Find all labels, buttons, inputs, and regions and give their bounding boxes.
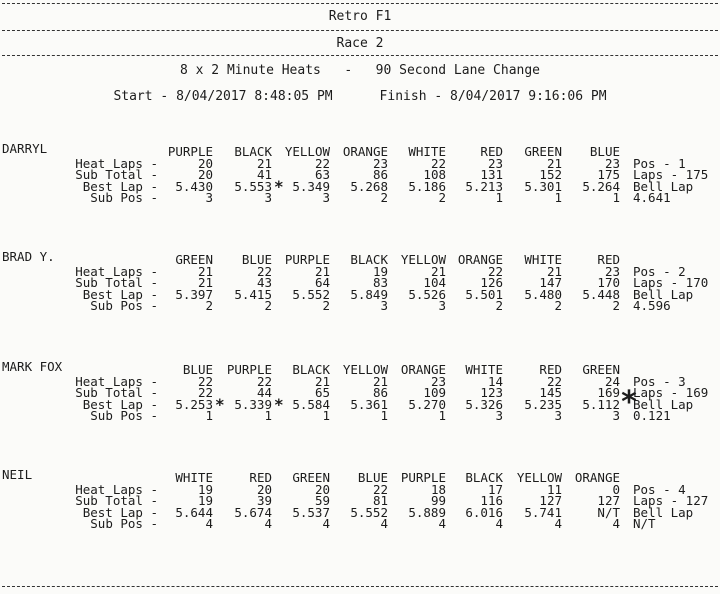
lane-header: BLACK bbox=[234, 144, 272, 159]
best-lap-cell: 5.339 bbox=[234, 396, 272, 412]
sub-total-cell: 21 bbox=[197, 275, 213, 290]
summary-line: 0.121 bbox=[633, 408, 671, 423]
row-label: Sub Total - bbox=[75, 275, 158, 290]
sub-pos-cell: 4 bbox=[322, 516, 330, 531]
summary-line: Pos - 4 bbox=[633, 481, 686, 497]
heat-laps-cell: 14 bbox=[487, 373, 503, 389]
row-label: Sub Total - bbox=[75, 493, 158, 508]
heat-laps-cell: 21 bbox=[372, 373, 388, 389]
best-lap-cell: 5.326 bbox=[465, 396, 503, 412]
sub-pos-cell: 1 bbox=[322, 408, 330, 423]
lane-header: ORANGE bbox=[457, 252, 503, 267]
heat-laps-cell: 11 bbox=[546, 481, 562, 497]
lane-header: GREEN bbox=[582, 362, 620, 377]
lane-header: RED bbox=[539, 362, 562, 377]
divider-title bbox=[2, 30, 718, 31]
heat-laps-cell: 23 bbox=[487, 155, 503, 171]
row-label: Best Lap - bbox=[82, 396, 158, 412]
sub-total-cell: 63 bbox=[314, 167, 330, 182]
best-lap-cell: 5.349 bbox=[292, 178, 330, 194]
heat-laps-cell: 23 bbox=[604, 263, 620, 279]
sub-total-cell: 44 bbox=[256, 385, 272, 400]
heat-laps-cell: 24 bbox=[604, 373, 620, 389]
lane-header: YELLOW bbox=[400, 252, 446, 267]
heat-laps-cell: 20 bbox=[197, 155, 213, 171]
summary-line: Bell Lap bbox=[633, 504, 694, 520]
lane-header: WHITE bbox=[408, 144, 446, 159]
summary-line: Bell Lap bbox=[633, 396, 694, 412]
row-label: Heat Laps - bbox=[75, 263, 158, 279]
best-lap-cell: 5.552 bbox=[350, 504, 388, 520]
racer-name: BRAD Y. bbox=[2, 249, 55, 264]
best-lap-cell: 5.849 bbox=[350, 286, 388, 302]
sub-total-cell: 127 bbox=[539, 493, 562, 508]
lane-header: GREEN bbox=[524, 144, 562, 159]
best-lap-cell: 5.213 bbox=[465, 178, 503, 194]
best-lap-cell: 5.430 bbox=[175, 178, 213, 194]
sub-total-cell: 109 bbox=[423, 385, 446, 400]
lane-header: ORANGE bbox=[400, 362, 446, 377]
lane-header: YELLOW bbox=[516, 470, 562, 485]
heat-laps-cell: 23 bbox=[372, 155, 388, 171]
sub-total-cell: 19 bbox=[197, 493, 213, 508]
best-lap-cell: 5.264 bbox=[582, 178, 620, 194]
row-label: Heat Laps - bbox=[75, 155, 158, 171]
heat-laps-cell: 22 bbox=[256, 263, 272, 279]
heat-laps-cell: 23 bbox=[430, 373, 446, 389]
sub-pos-cell: 3 bbox=[554, 408, 562, 423]
lane-header: BLACK bbox=[465, 470, 503, 485]
best-lap-cell: 5.186 bbox=[408, 178, 446, 194]
sub-pos-cell: 3 bbox=[205, 190, 213, 205]
sub-pos-cell: 4 bbox=[438, 516, 446, 531]
heat-laps-cell: 22 bbox=[430, 155, 446, 171]
sub-pos-cell: 1 bbox=[495, 190, 503, 205]
row-label: Sub Total - bbox=[75, 167, 158, 182]
row-label: Heat Laps - bbox=[75, 481, 158, 497]
heat-laps-cell: 21 bbox=[256, 155, 272, 171]
lane-header: YELLOW bbox=[342, 362, 388, 377]
racer-name: NEIL bbox=[2, 467, 33, 482]
racer-name: MARK FOX bbox=[2, 359, 63, 374]
heat-laps-cell: 0 bbox=[612, 481, 620, 497]
sub-total-cell: 59 bbox=[314, 493, 330, 508]
sub-pos-cell: 4 bbox=[380, 516, 388, 531]
best-lap-cell: 5.268 bbox=[350, 178, 388, 194]
best-lap-cell: 5.253 bbox=[175, 396, 213, 412]
heat-laps-cell: 20 bbox=[314, 481, 330, 497]
sub-total-cell: 175 bbox=[597, 167, 620, 182]
sub-total-cell: 126 bbox=[480, 275, 503, 290]
divider-bottom bbox=[2, 586, 718, 587]
best-lap-cell: 5.526 bbox=[408, 286, 446, 302]
best-lap-cell: 5.361 bbox=[350, 396, 388, 412]
row-label: Sub Pos - bbox=[90, 516, 158, 531]
sub-total-cell: 86 bbox=[372, 167, 388, 182]
heat-laps-cell: 22 bbox=[314, 155, 330, 171]
sub-pos-cell: 4 bbox=[554, 516, 562, 531]
lane-header: ORANGE bbox=[342, 144, 388, 159]
row-label: Sub Pos - bbox=[90, 190, 158, 205]
divider-race bbox=[2, 55, 718, 56]
best-lap-asterisk: * bbox=[274, 394, 284, 414]
lane-header: PURPLE bbox=[284, 252, 330, 267]
lane-header: WHITE bbox=[465, 362, 503, 377]
sub-total-cell: 108 bbox=[423, 167, 446, 182]
lane-header: GREEN bbox=[292, 470, 330, 485]
sub-pos-cell: 1 bbox=[380, 408, 388, 423]
best-lap-cell: 5.480 bbox=[524, 286, 562, 302]
sub-pos-cell: 2 bbox=[322, 298, 330, 313]
heat-laps-cell: 22 bbox=[197, 373, 213, 389]
divider-top bbox=[2, 3, 718, 4]
lane-header: RED bbox=[597, 252, 620, 267]
heat-laps-cell: 18 bbox=[430, 481, 446, 497]
lane-header: PURPLE bbox=[400, 470, 446, 485]
sub-total-cell: 131 bbox=[480, 167, 503, 182]
summary-line: Laps - 169 bbox=[633, 385, 709, 400]
summary-line: Pos - 2 bbox=[633, 263, 686, 279]
summary-line: Pos - 1 bbox=[633, 155, 686, 171]
best-lap-cell: 5.644 bbox=[175, 504, 213, 520]
heat-laps-cell: 23 bbox=[604, 155, 620, 171]
sub-total-cell: 104 bbox=[423, 275, 446, 290]
lane-header: BLACK bbox=[350, 252, 388, 267]
sub-pos-cell: 2 bbox=[205, 298, 213, 313]
lane-header: ORANGE bbox=[574, 470, 620, 485]
sub-pos-cell: 3 bbox=[495, 408, 503, 423]
sub-total-cell: 127 bbox=[597, 493, 620, 508]
sub-pos-cell: 3 bbox=[612, 408, 620, 423]
sub-total-cell: 116 bbox=[480, 493, 503, 508]
sub-pos-cell: 1 bbox=[205, 408, 213, 423]
best-lap-cell: 6.016 bbox=[465, 504, 503, 520]
lane-header: GREEN bbox=[175, 252, 213, 267]
heat-laps-cell: 19 bbox=[372, 263, 388, 279]
sub-pos-cell: 2 bbox=[438, 190, 446, 205]
lane-header: BLUE bbox=[589, 144, 620, 159]
sub-total-cell: 20 bbox=[197, 167, 213, 182]
best-lap-cell: 5.235 bbox=[524, 396, 562, 412]
heat-laps-cell: 21 bbox=[546, 155, 562, 171]
sub-total-cell: 169 bbox=[597, 385, 620, 400]
sub-total-cell: 43 bbox=[256, 275, 272, 290]
summary-line: Laps - 127 bbox=[633, 493, 709, 508]
lane-header: RED bbox=[480, 144, 503, 159]
lane-header: WHITE bbox=[175, 470, 213, 485]
row-label: Best Lap - bbox=[82, 286, 158, 302]
race-format: 8 x 2 Minute Heats - 90 Second Lane Change bbox=[179, 63, 541, 78]
heat-laps-cell: 21 bbox=[314, 373, 330, 389]
sub-pos-cell: 2 bbox=[554, 298, 562, 313]
best-lap-cell: 5.501 bbox=[465, 286, 503, 302]
sub-total-cell: 64 bbox=[314, 275, 330, 290]
sub-total-cell: 170 bbox=[597, 275, 620, 290]
row-label: Sub Pos - bbox=[90, 408, 158, 423]
best-lap-cell: 5.741 bbox=[524, 504, 562, 520]
sub-pos-cell: 4 bbox=[612, 516, 620, 531]
row-label: Sub Pos - bbox=[90, 298, 158, 313]
best-lap-cell: 5.448 bbox=[582, 286, 620, 302]
sub-total-cell: 99 bbox=[430, 493, 446, 508]
best-lap-cell: 5.889 bbox=[408, 504, 446, 520]
best-lap-cell: 5.301 bbox=[524, 178, 562, 194]
summary-line: 4.641 bbox=[633, 190, 671, 205]
row-label: Best Lap - bbox=[82, 504, 158, 520]
heat-laps-cell: 22 bbox=[256, 373, 272, 389]
race-times: Start - 8/04/2017 8:48:05 PM Finish - 8/04/2017 9:16:06 PM bbox=[113, 89, 607, 104]
sub-pos-cell: 4 bbox=[264, 516, 272, 531]
sub-total-cell: 22 bbox=[197, 385, 213, 400]
lane-header: BLACK bbox=[292, 362, 330, 377]
lane-header: PURPLE bbox=[226, 362, 272, 377]
sub-pos-cell: 3 bbox=[438, 298, 446, 313]
sub-pos-cell: 1 bbox=[438, 408, 446, 423]
heat-laps-cell: 17 bbox=[487, 481, 503, 497]
sub-total-cell: 83 bbox=[372, 275, 388, 290]
sub-pos-cell: 4 bbox=[205, 516, 213, 531]
best-lap-asterisk: * bbox=[620, 384, 639, 420]
lane-header: WHITE bbox=[524, 252, 562, 267]
heat-laps-cell: 21 bbox=[546, 263, 562, 279]
sub-pos-cell: 1 bbox=[612, 190, 620, 205]
sub-total-cell: 41 bbox=[256, 167, 272, 182]
summary-line: Pos - 3 bbox=[633, 373, 686, 389]
lane-header: YELLOW bbox=[284, 144, 330, 159]
sub-pos-cell: 3 bbox=[322, 190, 330, 205]
sub-total-cell: 145 bbox=[539, 385, 562, 400]
sub-pos-cell: 2 bbox=[264, 298, 272, 313]
lane-header: BLUE bbox=[357, 470, 388, 485]
sub-pos-cell: 4 bbox=[495, 516, 503, 531]
best-lap-asterisk: * bbox=[274, 176, 284, 196]
sub-total-cell: 65 bbox=[314, 385, 330, 400]
row-label: Best Lap - bbox=[82, 178, 158, 194]
summary-line: Laps - 175 bbox=[633, 167, 709, 182]
best-lap-cell: 5.415 bbox=[234, 286, 272, 302]
best-lap-cell: 5.584 bbox=[292, 396, 330, 412]
sub-total-cell: 81 bbox=[372, 493, 388, 508]
heat-laps-cell: 21 bbox=[197, 263, 213, 279]
sub-pos-cell: 3 bbox=[380, 298, 388, 313]
summary-line: N/T bbox=[633, 516, 656, 531]
sub-pos-cell: 2 bbox=[380, 190, 388, 205]
best-lap-cell: 5.537 bbox=[292, 504, 330, 520]
summary-line: Bell Lap bbox=[633, 178, 694, 194]
heat-laps-cell: 22 bbox=[372, 481, 388, 497]
heat-laps-cell: 22 bbox=[546, 373, 562, 389]
lane-header: PURPLE bbox=[167, 144, 213, 159]
summary-line: 4.596 bbox=[633, 298, 671, 313]
heat-laps-cell: 19 bbox=[197, 481, 213, 497]
sub-pos-cell: 3 bbox=[264, 190, 272, 205]
racer-name: DARRYL bbox=[2, 141, 48, 156]
heat-laps-cell: 21 bbox=[430, 263, 446, 279]
best-lap-cell: 5.553 bbox=[234, 178, 272, 194]
row-label: Heat Laps - bbox=[75, 373, 158, 389]
best-lap-cell: 5.112 bbox=[582, 396, 620, 412]
sub-total-cell: 147 bbox=[539, 275, 562, 290]
sub-pos-cell: 1 bbox=[554, 190, 562, 205]
summary-line: Laps - 170 bbox=[633, 275, 709, 290]
row-label: Sub Total - bbox=[75, 385, 158, 400]
heat-laps-cell: 22 bbox=[487, 263, 503, 279]
report-title: Retro F1 bbox=[328, 9, 392, 24]
best-lap-cell: 5.397 bbox=[175, 286, 213, 302]
heat-laps-cell: 21 bbox=[314, 263, 330, 279]
best-lap-cell: N/T bbox=[597, 504, 620, 520]
best-lap-cell: 5.552 bbox=[292, 286, 330, 302]
best-lap-cell: 5.270 bbox=[408, 396, 446, 412]
best-lap-asterisk: * bbox=[215, 394, 225, 414]
sub-total-cell: 39 bbox=[256, 493, 272, 508]
best-lap-cell: 5.674 bbox=[234, 504, 272, 520]
lane-header: BLUE bbox=[182, 362, 213, 377]
sub-pos-cell: 1 bbox=[264, 408, 272, 423]
lane-header: RED bbox=[249, 470, 272, 485]
sub-pos-cell: 2 bbox=[495, 298, 503, 313]
sub-total-cell: 123 bbox=[480, 385, 503, 400]
heat-laps-cell: 20 bbox=[256, 481, 272, 497]
race-name: Race 2 bbox=[336, 36, 384, 51]
sub-total-cell: 152 bbox=[539, 167, 562, 182]
sub-total-cell: 86 bbox=[372, 385, 388, 400]
lane-header: BLUE bbox=[241, 252, 272, 267]
summary-line: Bell Lap bbox=[633, 286, 694, 302]
sub-pos-cell: 2 bbox=[612, 298, 620, 313]
